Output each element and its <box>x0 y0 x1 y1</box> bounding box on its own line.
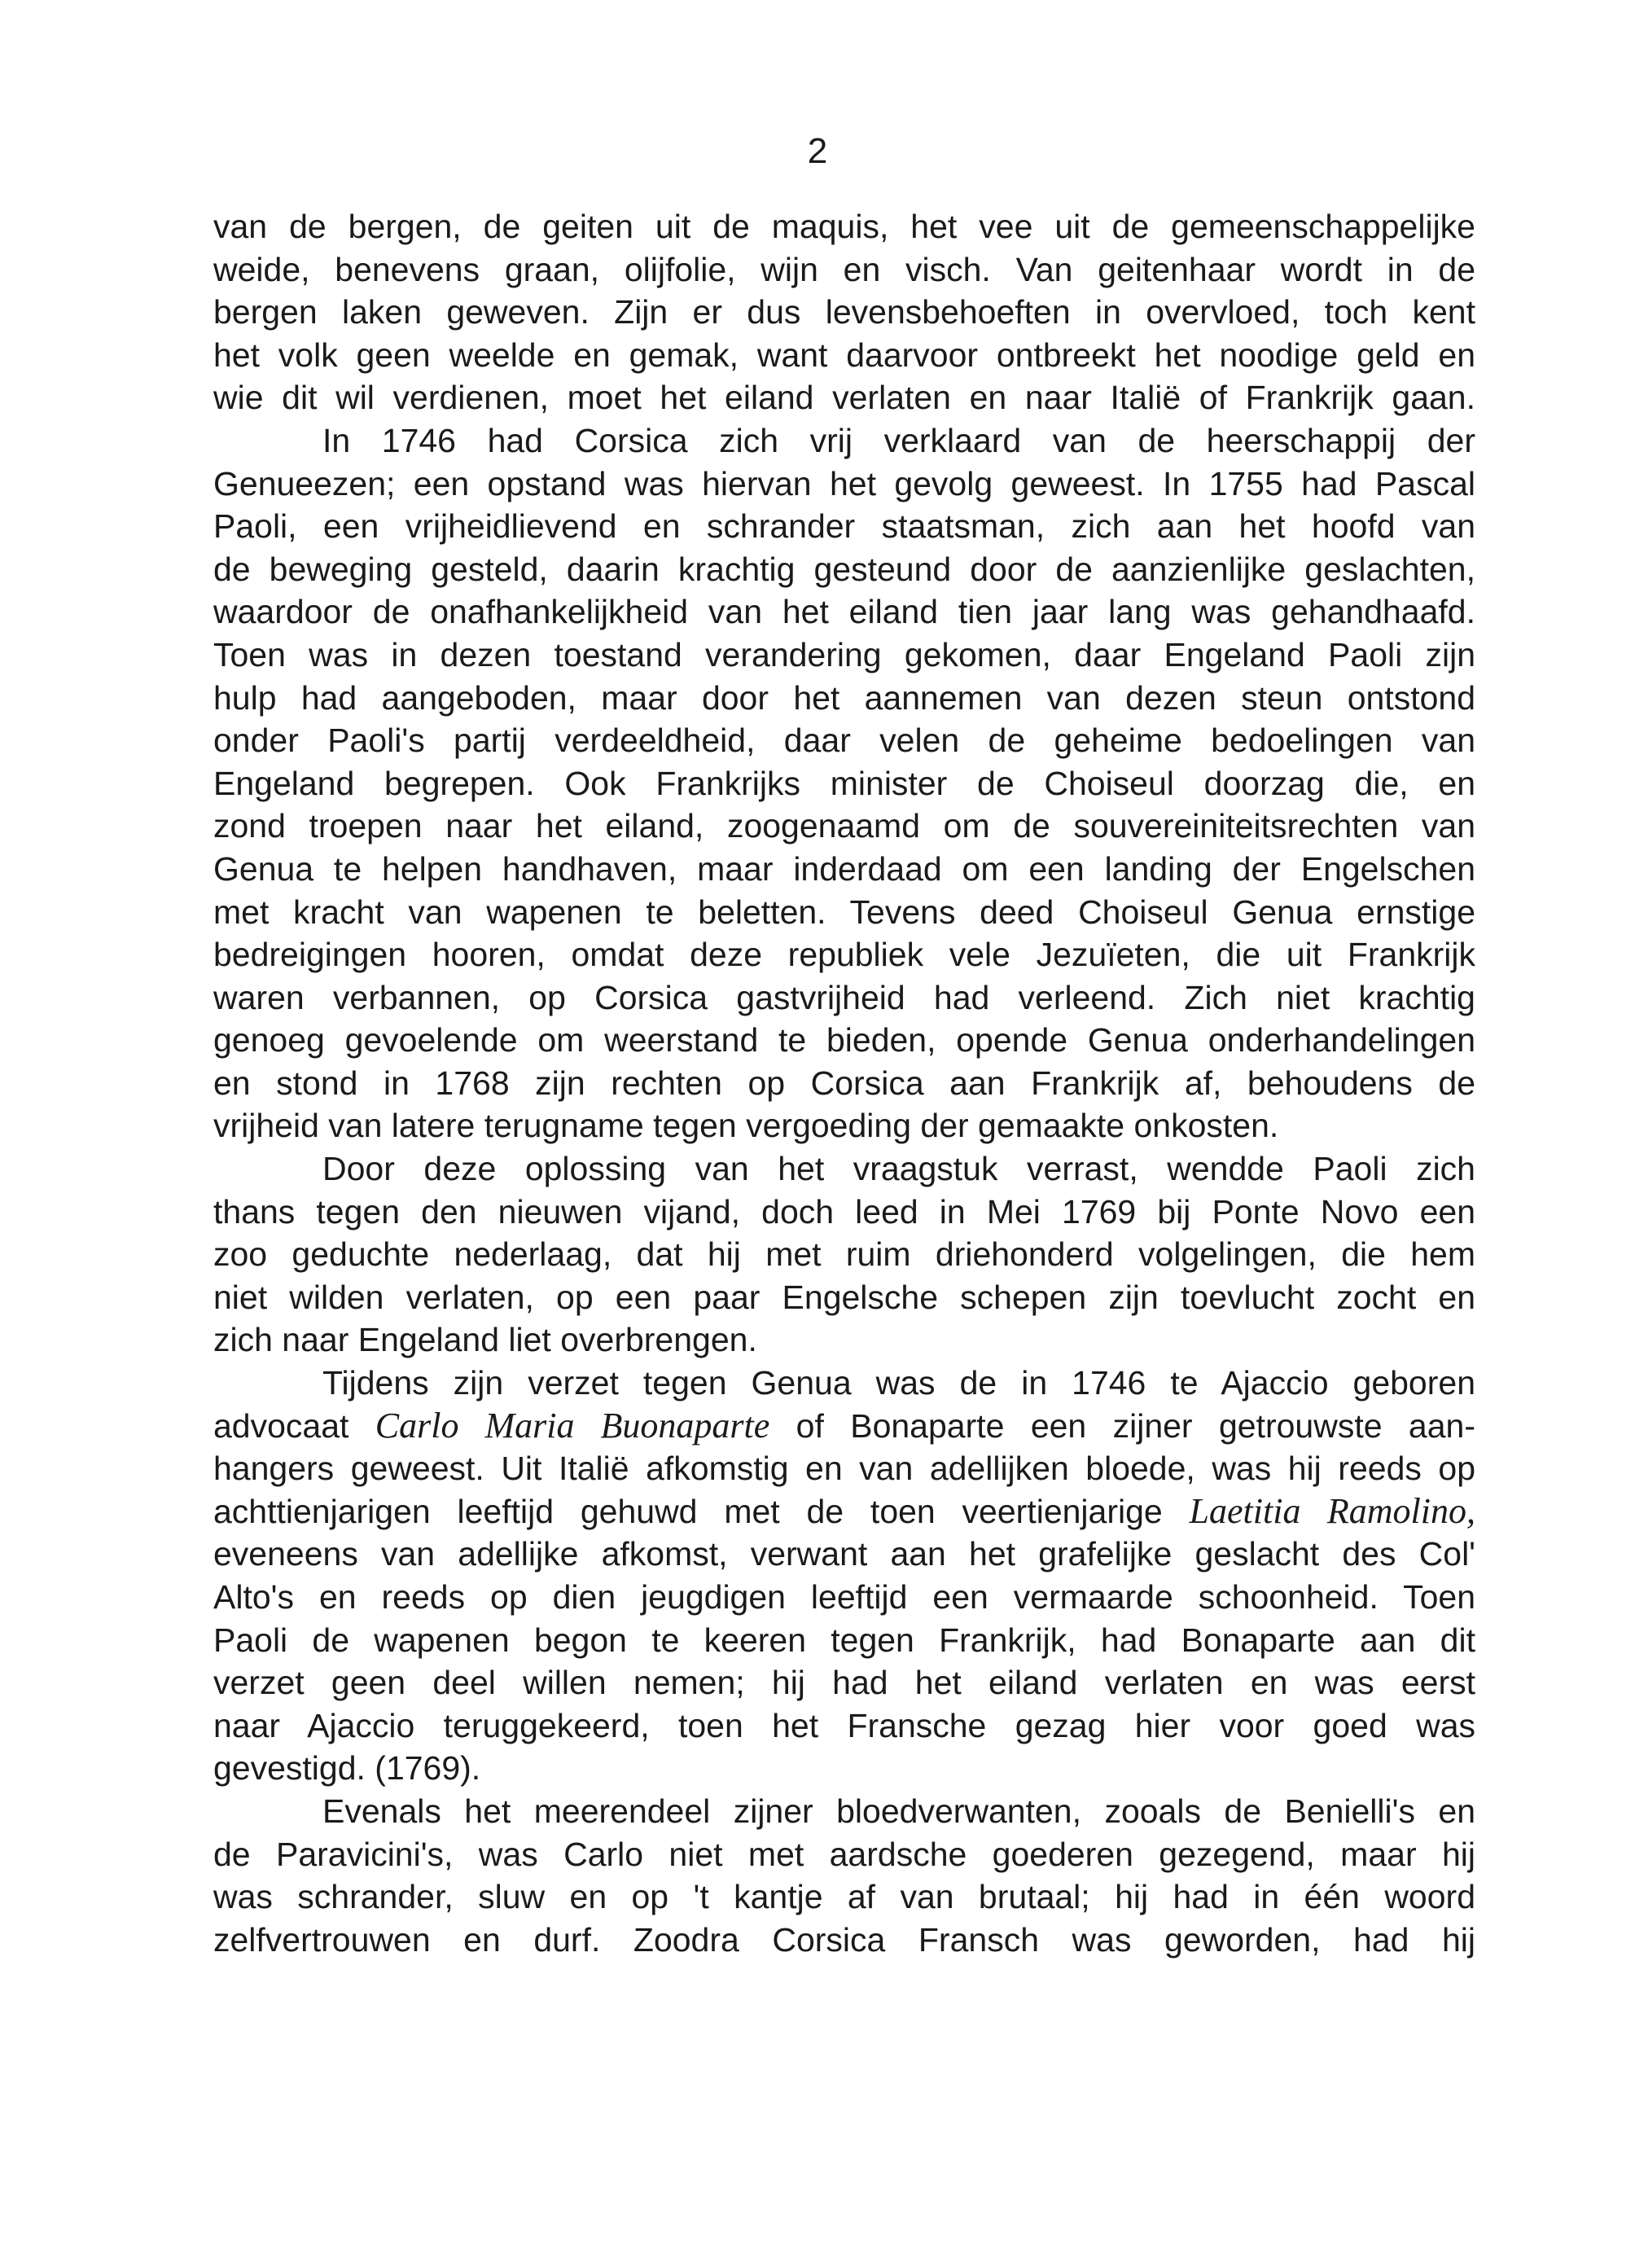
text-line: en stond in 1768 zijn rechten op Corsica aan Frankrijk af, behoudens de <box>213 1064 1475 1102</box>
person-name-laetitia: Laetitia Ramolino, <box>1189 1490 1475 1531</box>
text-line: waren verbannen, op Corsica gastvrijheid had verleend. Zich niet krachtig <box>213 978 1475 1016</box>
text-line: In 1746 had Corsica zich vrij verklaard van de heerschappij der <box>322 421 1475 459</box>
person-name-carlo: Carlo Maria Buonaparte <box>375 1405 770 1445</box>
text-line <box>213 1405 1475 1448</box>
text-line: naar Ajaccio teruggekeerd, toen het Fransche gezag hier voor goed was <box>213 1706 1475 1744</box>
text-line: gevestigd. (1769). <box>213 1749 481 1788</box>
text-line: Toen was in dezen toestand verandering gekomen, daar Engeland Paoli zijn <box>213 635 1475 673</box>
text-run: achttienjarigen leeftijd gehuwd met de toen veertienjarige <box>213 1492 1163 1530</box>
text-line: het volk geen weelde en gemak, want daarvoor ontbreekt het noodige geld en <box>213 336 1475 374</box>
text-line: wie dit wil verdienen, moet het eiland verlaten en naar Italië of Frankrijk gaan. <box>213 379 1475 417</box>
text-line: thans tegen den nieuwen vijand, doch leed in Mei 1769 bij Ponte Novo een <box>213 1192 1475 1231</box>
text-line: weide, benevens graan, olijfolie, wijn en visch. Van geitenhaar wordt in de <box>213 250 1475 288</box>
text-line: Evenals het meerendeel zijner bloedverwanten, zooals de Benielli's en <box>322 1792 1475 1830</box>
paragraph-4 <box>213 1362 1475 1790</box>
text-line: hulp had aangeboden, maar door het aannemen van dezen steun ontstond <box>213 678 1475 717</box>
paragraph-2 <box>213 419 1475 1147</box>
text-line: zelfvertrouwen en durf. Zoodra Corsica Fransch was geworden, had hij <box>213 1920 1475 1959</box>
text-run: advocaat <box>213 1406 349 1445</box>
text-line: hangers geweest. Uit Italië afkomstig en van adellijken bloede, was hij reeds op <box>213 1450 1475 1488</box>
text-line: onder Paoli's partij verdeeldheid, daar velen de geheime bedoelingen van <box>213 722 1475 760</box>
text-line: de Paravicini's, was Carlo niet met aardsche goederen gezegend, maar hij <box>213 1835 1475 1873</box>
text-line: zond troepen naar het eiland, zoogenaamd om de souvereiniteitsrechten van <box>213 807 1475 845</box>
text-line: waardoor de onafhankelijkheid van het eiland tien jaar lang was gehandhaafd. <box>213 593 1475 631</box>
body-text <box>213 205 1475 1961</box>
text-line: Engeland begrepen. Ook Frankrijks minister de Choiseul doorzag die, en <box>213 764 1475 802</box>
text-line: zich naar Engeland liet overbrengen. <box>213 1321 757 1359</box>
text-line: Paoli de wapenen begon te keeren tegen Frankrijk, had Bonaparte aan dit <box>213 1621 1475 1659</box>
text-line: de beweging gesteld, daarin krachtig gesteund door de aanzienlijke geslachten, <box>213 550 1475 588</box>
text-line: verzet geen deel willen nemen; hij had het eiland verlaten en was eerst <box>213 1664 1475 1702</box>
text-line: Tijdens zijn verzet tegen Genua was de in 1746 te Ajaccio geboren <box>322 1364 1475 1402</box>
text-run: of Bonaparte een zijner getrouwste aan- <box>796 1406 1475 1445</box>
text-line: Door deze oplossing van het vraagstuk verrast, wendde Paoli zich <box>322 1150 1475 1188</box>
text-line: Paoli, een vrijheidlievend en schrander staatsman, zich aan het hoofd van <box>213 507 1475 546</box>
text-line: genoeg gevoelende om weerstand te bieden, opende Genua onderhandelingen <box>213 1021 1475 1059</box>
text-line: Genua te helpen handhaven, maar inderdaad om een landing der Engelschen <box>213 849 1475 888</box>
text-line: bergen laken geweven. Zijn er dus levensbehoeften in overvloed, toch kent <box>213 293 1475 331</box>
text-line: eveneens van adellijke afkomst, verwant aan het grafelijke geslacht des Col' <box>213 1535 1475 1573</box>
text-line <box>213 1490 1475 1533</box>
paragraph-3 <box>213 1147 1475 1362</box>
text-line: Alto's en reeds op dien jeugdigen leeftijd een vermaarde schoonheid. Toen <box>213 1578 1475 1616</box>
text-line: was schrander, sluw en op 't kantje af van brutaal; hij had in één woord <box>213 1878 1475 1916</box>
text-line: Genueezen; een opstand was hiervan het gevolg geweest. In 1755 had Pascal <box>213 464 1475 502</box>
text-line: bedreigingen hooren, omdat deze republiek vele Jezuïeten, die uit Frankrijk <box>213 936 1475 974</box>
text-line: vrijheid van latere terugname tegen vergoeding der gemaakte onkosten. <box>213 1107 1279 1145</box>
text-line: met kracht van wapenen te beletten. Tevens deed Choiseul Genua ernstige <box>213 893 1475 931</box>
text-line: van de bergen, de geiten uit de maquis, het vee uit de gemeenschappelijke <box>213 208 1475 245</box>
paragraph-5 <box>213 1790 1475 1961</box>
page-number: 2 <box>807 131 828 171</box>
text-line: zoo geduchte nederlaag, dat hij met ruim driehonderd volgelingen, die hem <box>213 1235 1475 1274</box>
text-line: niet wilden verlaten, op een paar Engelsche schepen zijn toevlucht zocht en <box>213 1278 1475 1316</box>
paragraph-1 <box>213 205 1475 419</box>
